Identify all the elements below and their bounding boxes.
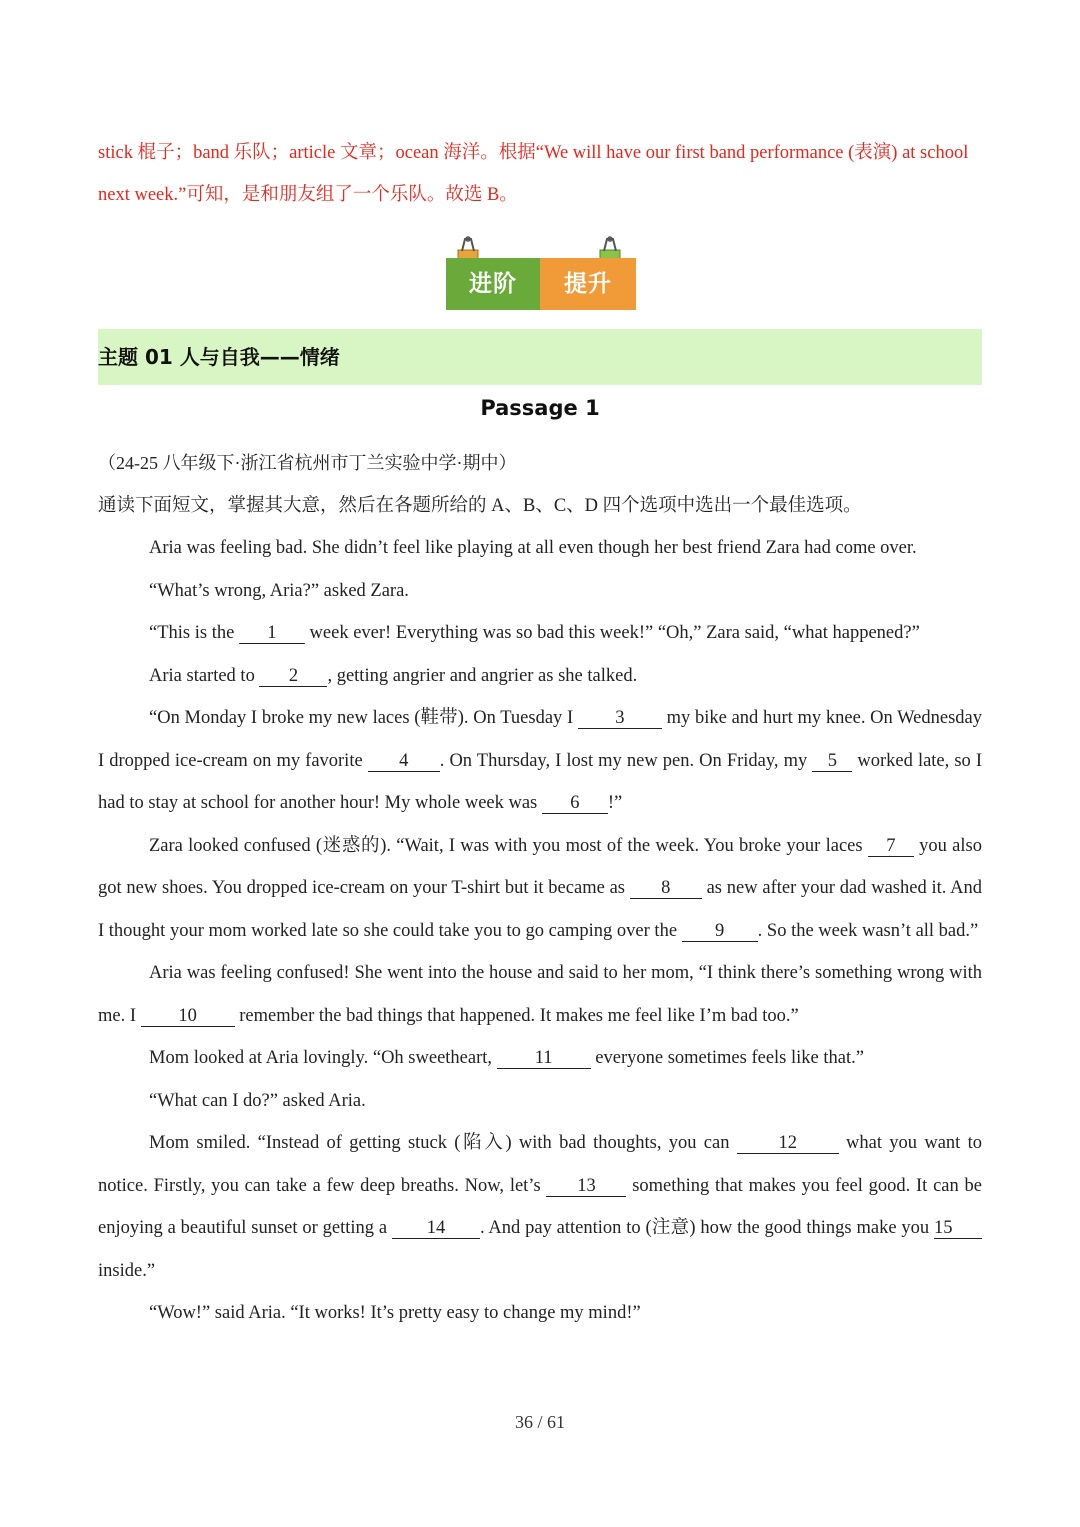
paragraph: “What can I do?” asked Aria. xyxy=(149,1090,366,1111)
paragraph-text: , getting angrier and angrier as she talked. xyxy=(327,665,638,686)
paragraph-text: remember the bad things that happened. It makes me feel like I’m bad too.” xyxy=(234,1005,799,1026)
paragraph xyxy=(98,825,982,953)
page-number: 36 / 61 xyxy=(514,1412,565,1432)
badge-label-right: 提升 xyxy=(540,258,636,310)
blank-15: 15 xyxy=(934,1218,982,1239)
paragraph-text: you also got new shoes. You dropped ice-cream on your T-shirt but it became as xyxy=(98,835,982,898)
blank-6: 6 xyxy=(542,793,608,814)
topic-title: 主题 01 人与自我——情绪 xyxy=(98,345,340,369)
paragraph-text: !” xyxy=(607,793,623,813)
paragraph-text: . And pay attention to (注意) how the good things make you xyxy=(479,1218,934,1238)
paragraph-text: inside.” xyxy=(98,1260,156,1281)
paragraph-text: Mom looked at Aria lovingly. “Oh sweetheart, xyxy=(149,1048,497,1068)
paragraph-text: everyone sometimes feels like that.” xyxy=(590,1048,864,1068)
paragraph-text: worked late, so I had to stay at school for another hour! My whole week was xyxy=(98,750,983,813)
passage-body xyxy=(98,527,982,1335)
answer-line-1: stick 棍子；band 乐队；article 文章；ocean 海洋。根据“We will have our first band performance (表演) at school xyxy=(98,143,969,163)
blank-9: 9 xyxy=(682,921,758,942)
paragraph xyxy=(98,655,982,698)
blank-3: 3 xyxy=(578,708,662,729)
blank-1: 1 xyxy=(239,623,305,644)
blank-8: 8 xyxy=(630,878,702,899)
paragraph: “Wow!” said Aria. “It works! It’s pretty easy to change my mind!” xyxy=(149,1303,641,1323)
paragraph xyxy=(98,612,982,655)
paragraph-text: . On Thursday, I lost my new pen. On Friday, my xyxy=(439,750,813,771)
paragraph-text: Mom smiled. “Instead of getting stuck (陷入) with bad thoughts, you can xyxy=(149,1133,737,1153)
answer-explanation xyxy=(98,132,982,216)
section-badge xyxy=(446,236,636,312)
blank-13: 13 xyxy=(546,1176,626,1197)
paragraph-text: Aria started to xyxy=(149,665,260,686)
answer-line-2: next week.”可知，是和朋友组了一个乐队。故选 B。 xyxy=(98,185,518,205)
paragraph-text: “This is the xyxy=(149,623,239,643)
instruction-text: 通读下面短文，掌握其大意，然后在各题所给的 A、B、C、D 四个选项中选出一个最佳选项。 xyxy=(98,496,862,516)
blank-4: 4 xyxy=(368,751,440,772)
blank-10: 10 xyxy=(141,1006,235,1027)
passage-title: Passage 1 xyxy=(480,396,600,420)
paragraph-text: “On Monday I broke my new laces (鞋带). On Tuesday I xyxy=(149,708,578,728)
paragraph xyxy=(98,952,982,1037)
paragraph: Aria was feeling bad. She didn’t feel like playing at all even though her best friend Zara had come over. xyxy=(149,538,917,558)
paragraph-text: . So the week wasn’t all bad.” xyxy=(757,920,979,941)
paragraph xyxy=(98,697,982,825)
paragraph-text: something that makes you feel good. It can be enjoying a beautiful sunset or getting a xyxy=(98,1175,982,1238)
paragraph-text: as new after your dad washed it. And I thought your mom worked late so she could take you to go camping over the xyxy=(98,878,983,941)
paragraph-text: week ever! Everything was so bad this week!” “Oh,” Zara said, “what happened?” xyxy=(304,623,920,643)
paragraph-text: Aria was feeling confused! She went into the house and said to her mom, “I think there’s something wrong with me. I xyxy=(98,963,982,1026)
blank-7: 7 xyxy=(868,836,914,857)
paragraph xyxy=(98,1122,982,1292)
paragraph: “What’s wrong, Aria?” asked Zara. xyxy=(149,580,409,601)
paragraph-text: what you want to notice. Firstly, you can take a few deep breaths. Now, let’s xyxy=(98,1133,982,1196)
blank-5: 5 xyxy=(812,751,852,772)
paragraph-text: my bike and hurt my knee. On Wednesday I dropped ice-cream on my favorite xyxy=(98,708,982,771)
paragraph xyxy=(98,1037,982,1080)
blank-14: 14 xyxy=(392,1218,480,1239)
blank-12: 12 xyxy=(737,1133,839,1154)
badge-label-left: 进阶 xyxy=(446,258,540,310)
topic-header xyxy=(98,329,982,385)
blank-11: 11 xyxy=(497,1048,591,1069)
passage-source: （24-25 八年级下·浙江省杭州市丁兰实验中学·期中） xyxy=(98,453,517,473)
paragraph-text: Zara looked confused (迷惑的). “Wait, I was with you most of the week. You broke your laces xyxy=(149,835,868,856)
blank-2: 2 xyxy=(259,666,327,687)
